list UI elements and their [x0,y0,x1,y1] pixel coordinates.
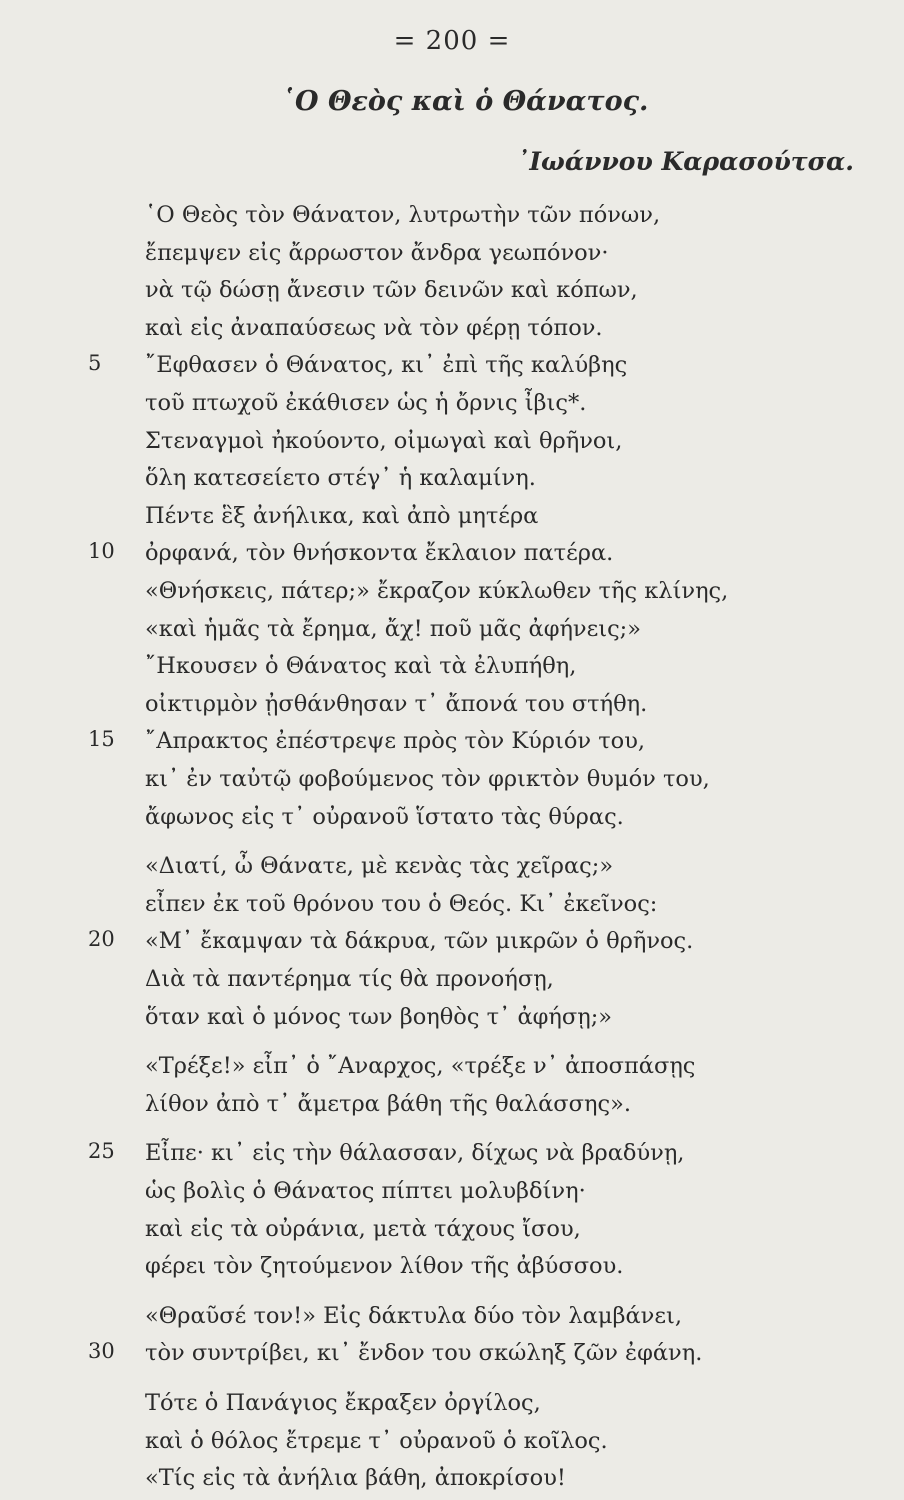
poem-line: ῾Ο Θεὸς τὸν Θάνατον, λυτρωτὴν τῶν πόνων, [145,202,661,228]
poem-line: «Θνήσκεις, πάτερ;» ἔκραζον κύκλωθεν τῆς κλίνης, [145,578,729,604]
poem-line: «Διατί, ὦ Θάνατε, μὲ κενὰς τὰς χεῖρας;» [145,853,614,880]
poem-line: ὀρφανά, τὸν θνήσκοντα ἔκλαιον πατέρα. [145,540,614,567]
line-number: 5 [88,351,102,376]
poem-line: «καὶ ἡμᾶς τὰ ἔρημα, ἄχ! ποῦ μᾶς ἀφήνεις;» [145,615,642,642]
poem-line: ἔπεμψεν εἰς ἄρρωστον ἄνδρα γεωπόνον· [145,239,609,266]
poem-line: Εἶπε· κι᾿ εἰς τὴν θάλασσαν, δίχως νὰ βραδύνῃ, [145,1140,685,1167]
poem-line: ῎Εφθασεν ὁ Θάνατος, κι᾿ ἐπὶ τῆς καλύβης [145,352,628,379]
poem-line: Πέντε ἓξ ἀνήλικα, καὶ ἀπὸ μητέρα [145,502,539,529]
poem-line: νὰ τῷ δώσῃ ἄνεσιν τῶν δεινῶν καὶ κόπων, [145,277,638,304]
poem-line: Τότε ὁ Πανάγιος ἔκραξεν ὀργίλος, [145,1390,541,1416]
poem-line: ὅταν καὶ ὁ μόνος των βοηθὸς τ᾿ ἀφήσῃ;» [145,1003,613,1030]
line-number: 15 [88,727,115,752]
poem-line: λίθον ἀπὸ τ᾿ ἄμετρα βάθη τῆς θαλάσσης». [145,1090,632,1117]
poem-line: εἶπεν ἐκ τοῦ θρόνου του ὁ Θεός. Κι᾿ ἐκεῖνος: [145,890,658,917]
poem-line: κι᾿ ἐν ταὐτῷ φοβούμενος τὸν φρικτὸν θυμόν του, [145,766,710,792]
line-number: 25 [88,1139,115,1164]
poem-line: ὡς βολὶς ὁ Θάνατος πίπτει μολυβδίνη· [145,1178,586,1204]
poem-line: ὅλη κατεσείετο στέγ᾿ ἡ καλαμίνη. [145,465,536,492]
poem-line: «Μ᾿ ἔκαμψαν τὰ δάκρυα, τῶν μικρῶν ὁ θρῆνος. [145,928,694,955]
page-number: = 200 = [393,26,511,56]
line-number: 20 [88,927,115,952]
line-number: 10 [88,539,115,564]
poem-line: οἰκτιρμὸν ᾐσθάνθησαν τ᾿ ἄπονά του στήθη. [145,690,648,717]
poem-line: Διὰ τὰ παντέρημα τίς θὰ προνοήσῃ, [145,966,554,992]
poem-line: Στεναγμοὶ ἠκούοντο, οἰμωγαὶ καὶ θρῆνοι, [145,427,623,454]
poem-line: «Τρέξε!» εἶπ᾿ ὁ ῎Αναρχος, «τρέξε ν᾿ ἀποσπάσῃς [145,1053,696,1080]
poem-title: ῾Ο Θεὸς καὶ ὁ Θάνατος. [281,86,649,117]
line-number: 30 [88,1339,115,1364]
poem-line: καὶ εἰς ἀναπαύσεως νὰ τὸν φέρῃ τόπον. [145,314,603,341]
poem-line: φέρει τὸν ζητούμενον λίθον τῆς ἀβύσσου. [145,1253,624,1280]
poem-line: «Τίς εἰς τὰ ἀνήλια βάθη, ἀποκρίσου! [145,1465,566,1492]
poem-line: καὶ ὁ θόλος ἔτρεμε τ᾿ οὐρανοῦ ὁ κοῖλος. [145,1427,608,1454]
poem-line: τὸν συντρίβει, κι᾿ ἔνδον του σκώληξ ζῶν ἐφάνη. [145,1340,703,1367]
poem-line: καὶ εἰς τὰ οὐράνια, μετὰ τάχους ἴσου, [145,1215,581,1242]
poem-line: ῎Απρακτος ἐπέστρεψε πρὸς τὸν Κύριόν του, [145,728,646,755]
poem-line: ἄφωνος εἰς τ᾿ οὐρανοῦ ἵστατο τὰς θύρας. [145,803,624,830]
poem-line: «Θραῦσέ τον!» Εἰς δάκτυλα δύο τὸν λαμβάνει, [145,1302,682,1329]
poem-line: τοῦ πτωχοῦ ἐκάθισεν ὡς ἡ ὄρνις ἶβις*. [145,390,587,416]
poem-author: ᾿Ιωάννου Καρασούτσα. [516,147,854,176]
poem-line: ῎Ηκουσεν ὁ Θάνατος καὶ τὰ ἐλυπήθη, [145,653,577,680]
